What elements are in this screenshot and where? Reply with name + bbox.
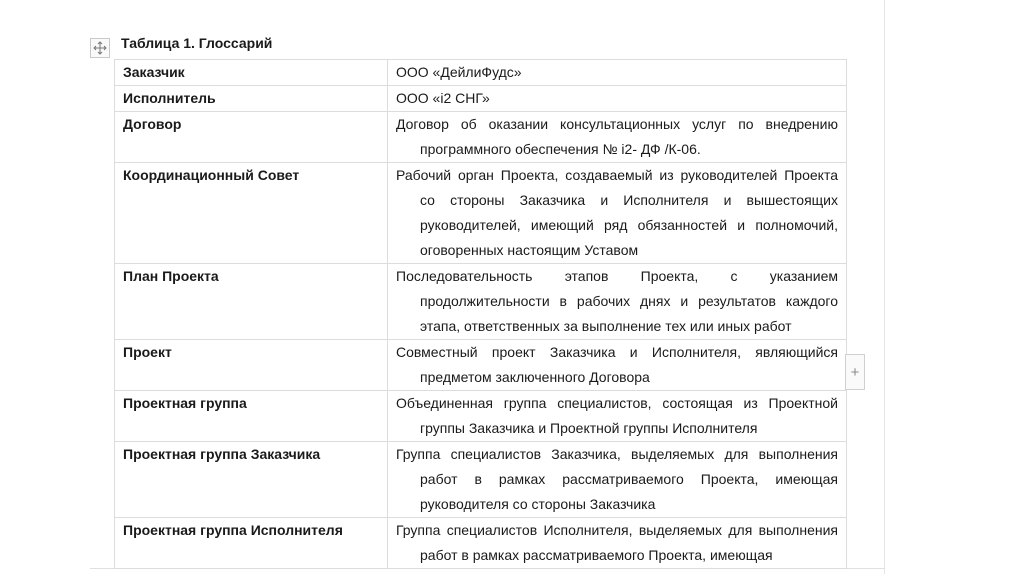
table-row (115, 340, 847, 391)
table-row (115, 60, 847, 86)
table-row (115, 518, 847, 569)
table-row (115, 112, 847, 163)
definition-text: ООО «ДейлиФудс» (396, 64, 522, 80)
definition-text: ООО «i2 СНГ» (396, 90, 490, 106)
definition-cell[interactable] (388, 264, 847, 340)
plus-icon: + (850, 363, 860, 381)
definition-text: Объединенная группа специалистов, состоящая из Проектной группы Заказчика и Проектной группы Исполнителя (396, 395, 838, 436)
glossary-table (114, 59, 847, 569)
definition-cell[interactable] (388, 112, 847, 163)
definition-text: Совместный проект Заказчика и Исполнителя, являющийся предметом заключенного Договора (396, 344, 838, 385)
term-cell[interactable]: Координационный Совет (115, 163, 388, 264)
term-cell[interactable]: Заказчик (115, 60, 388, 86)
table-row (115, 163, 847, 264)
table-row (115, 442, 847, 518)
move-arrows-icon (93, 41, 107, 55)
definition-cell[interactable] (388, 391, 847, 442)
definition-text: Договор об оказании консультационных услуг по внедрению программного обеспечения № i2- ДФ /К-06. (396, 116, 838, 157)
add-row-button[interactable] (845, 354, 865, 390)
term-cell[interactable]: План Проекта (115, 264, 388, 340)
table-row (115, 391, 847, 442)
term-cell[interactable]: Проект (115, 340, 388, 391)
definition-text: Рабочий орган Проекта, создаваемый из руководителей Проекта со стороны Заказчика и Исполнителя и вышестоящих руководителей, имеющий ряд обязанностей и полномочий, оговоренных настоящим Уставом (396, 167, 838, 258)
table-row (115, 264, 847, 340)
term-cell[interactable]: Проектная группа Исполнителя (115, 518, 388, 569)
page-edge (884, 0, 885, 574)
term-cell[interactable]: Исполнитель (115, 86, 388, 112)
table-row (115, 86, 847, 112)
definition-text: Группа специалистов Исполнителя, выделяемых для выполнения работ в рамках рассматриваемого Проекта, имеющая (396, 522, 838, 563)
definition-cell[interactable] (388, 518, 847, 569)
term-cell[interactable]: Проектная группа (115, 391, 388, 442)
definition-cell[interactable] (388, 442, 847, 518)
definition-text: Последовательность этапов Проекта, с указанием продолжительности в рабочих днях и результатов каждого этапа, ответственных за выполнение тех или иных работ (396, 268, 838, 334)
definition-cell[interactable] (388, 60, 847, 86)
definition-text: Группа специалистов Заказчика, выделяемых для выполнения работ в рамках рассматриваемого Проекта, имеющая руководителя со стороны Заказчика (396, 446, 838, 512)
term-cell[interactable]: Проектная группа Заказчика (115, 442, 388, 518)
term-cell[interactable]: Договор (115, 112, 388, 163)
definition-cell[interactable] (388, 340, 847, 391)
definition-cell[interactable] (388, 86, 847, 112)
definition-cell[interactable] (388, 163, 847, 264)
table-caption: Таблица 1. Глоссарий (121, 35, 273, 51)
table-move-handle[interactable] (90, 38, 110, 58)
